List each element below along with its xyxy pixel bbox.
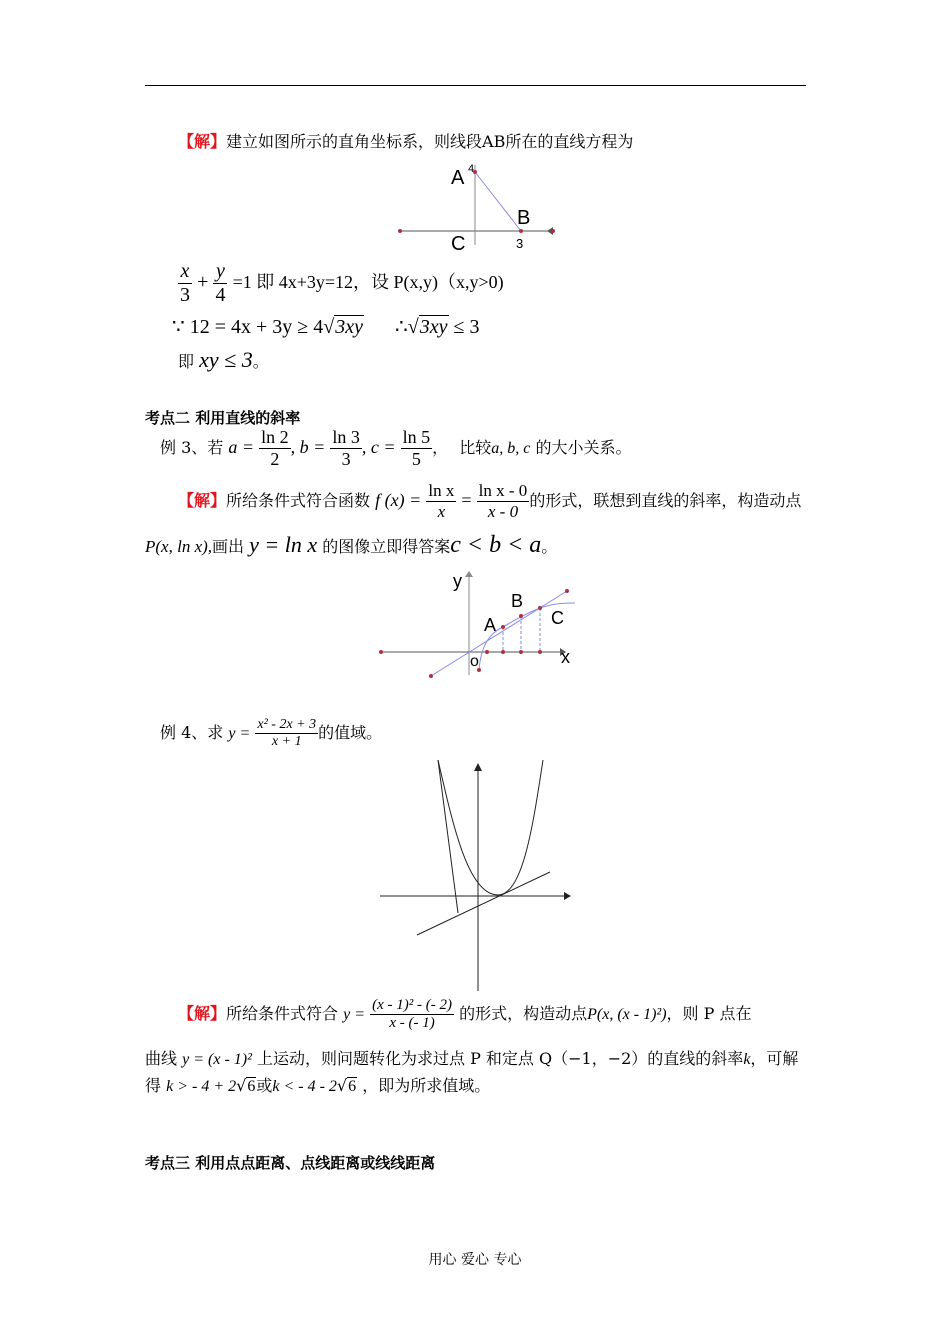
frac-ln2: $\frac{\ln 2}{2}$ (261, 427, 289, 469)
ineq-therefore: ∴ (395, 316, 408, 338)
label-4: 4 (468, 163, 475, 175)
ex3-comma: ， (432, 438, 449, 457)
section-2-title: 考点二 利用直线的斜率 (145, 409, 301, 427)
equation-tail: =1 即 4x+3y=12，设 P(x,y)（x,y>0) (232, 272, 504, 292)
sol4-point: P(x, (x - 1)²) (587, 1006, 667, 1023)
line-equation: $\frac{x}{3}$ + $\frac{y}{4}$ =1 即 4x+3y=12，设 P(x,y)（x,y>0) (180, 260, 504, 306)
frac-lnx-x: $\frac{\text{ln x}}{x}$ (428, 481, 455, 521)
sol4-text2: 的形式，构造动点 (459, 1004, 588, 1023)
label-x: x (561, 647, 570, 667)
sol3-fx: f (x) = (375, 490, 422, 510)
sol3-answer: c < b < a (450, 532, 542, 558)
ex3-compare: 比较 (459, 438, 492, 457)
ex3-vars: a, b, c (491, 440, 531, 457)
result-suffix: 。 (252, 352, 269, 371)
sol4-line2-b: 上运动，则问题转化为求过点 P 和定点 Q（−1，−2）的直线的斜率 (256, 1049, 744, 1068)
solution-1-intro (178, 129, 633, 152)
solution-3-line2 (145, 532, 557, 559)
solution-4-line3: 得 k > - 4 + 2√6或k < - 4 - 2√6 ，即为所求值域。 (145, 1076, 491, 1095)
frac-ln5: $\frac{\ln 5}{5}$ (402, 427, 431, 469)
result-line (178, 347, 269, 373)
solution-4-line2 (145, 1046, 798, 1069)
sol4-ineq1: k > - 4 + 2 (166, 1078, 237, 1095)
sol4-ineq2: k < - 4 - 2 (272, 1078, 337, 1095)
ineq-part1: ∵ 12 = 4x + 3y ≥ 4 (172, 316, 324, 338)
section-3-title: 考点三 利用点点距离、点线距离或线线距离 (145, 1154, 436, 1172)
sqrt-3xy-2: 3xy (419, 316, 448, 338)
sqrt-3xy-1: 3xy (335, 316, 364, 338)
label-A: A (484, 615, 497, 635)
ex3-c: , c = (361, 437, 396, 457)
ex4-prefix: 例 4、求 (160, 723, 224, 742)
sol4-line3-b: ，即为所求值域。 (362, 1076, 491, 1095)
label-3: 3 (516, 236, 524, 250)
solution-4-line1 (178, 997, 751, 1032)
sqrt-6-1: 6 (247, 1078, 256, 1095)
sol4-line2-c: ，可解 (750, 1049, 799, 1068)
frac-ex4: $\frac{\text{x² - 2x + 3}}{x + 1}$ (257, 717, 317, 749)
sqrt-6-2: 6 (348, 1078, 357, 1095)
label-o: o (470, 653, 479, 670)
header-rule (145, 85, 806, 86)
ex3-b: , b = (290, 437, 326, 457)
sol3-text2: 的形式，联想到直线的斜率，构造动点 (529, 491, 802, 510)
sol4-k: k (743, 1051, 751, 1068)
sol3-func: y = ln x (249, 532, 318, 557)
ex4-y: y = (228, 725, 251, 742)
sol4-text1: 所给条件式符合 (226, 1004, 339, 1023)
label-y: y (453, 571, 462, 591)
page-footer: 用心 爱心 专心 (428, 1252, 522, 1268)
frac-lnx-minus: $\frac{\text{ln x - 0}}{x - 0}$ (478, 481, 528, 521)
sol4-y: y = (343, 1006, 366, 1023)
example-3 (160, 427, 632, 470)
sol4-line3-a: 得 (145, 1076, 162, 1095)
result-math: xy ≤ 3 (199, 347, 253, 372)
frac-x-3: $\frac{x}{3}$ (180, 260, 190, 306)
example-4 (160, 717, 382, 750)
frac-y-4: $\frac{y}{4}$ (215, 260, 226, 306)
sol4-curve: y = (x - 1)² (182, 1051, 252, 1068)
ineq-part2-tail: ≤ 3 (453, 316, 480, 338)
solution-label: 【解】 (178, 1004, 227, 1023)
solution-3-line1 (178, 481, 801, 522)
sol4-line2-a: 曲线 (145, 1049, 178, 1068)
sol3-end: 。 (541, 537, 558, 556)
sol3-point: P(x, ln x), (145, 537, 213, 556)
label-B: B (517, 207, 531, 229)
result-prefix: 即 (178, 352, 195, 371)
solution-label: 【解】 (178, 491, 227, 510)
sol3-text3: 画出 (212, 537, 245, 556)
ex3-prefix: 例 3、若 (160, 438, 224, 457)
label-B: B (511, 591, 524, 611)
solution-text: 建立如图所示的直角坐标系，则线段AB所在的直线方程为 (226, 132, 634, 151)
sol4-text3: ，则 P 点在 (666, 1004, 752, 1023)
solution-label: 【解】 (178, 132, 227, 151)
ex3-suffix: 的大小关系。 (535, 438, 632, 457)
figure-3-parabola (378, 755, 573, 995)
sol4-or: 或 (256, 1076, 273, 1095)
sol3-text1: 所给条件式符合函数 (226, 491, 371, 510)
ex3-a: a = (228, 437, 255, 457)
label-C: C (451, 233, 466, 250)
figure-2-ln-graph (375, 565, 585, 685)
inequality-line: ∵ 12 = 4x + 3y ≥ 4√3xy ∴√3xy ≤ 3 (172, 316, 480, 338)
figure-1-triangle (395, 160, 560, 250)
sol3-text4: 的图像立即得答案 (322, 537, 451, 556)
sol3-eq: = (461, 490, 472, 510)
frac-sol4: $\frac{\text{(x - 1)² - (- 2)}}{x - (- 1)}$ (372, 997, 452, 1031)
frac-ln3: $\frac{\ln 3}{3}$ (332, 427, 360, 469)
label-A: A (451, 167, 465, 189)
ex4-suffix: 的值域。 (318, 723, 383, 742)
label-C: C (551, 608, 564, 628)
